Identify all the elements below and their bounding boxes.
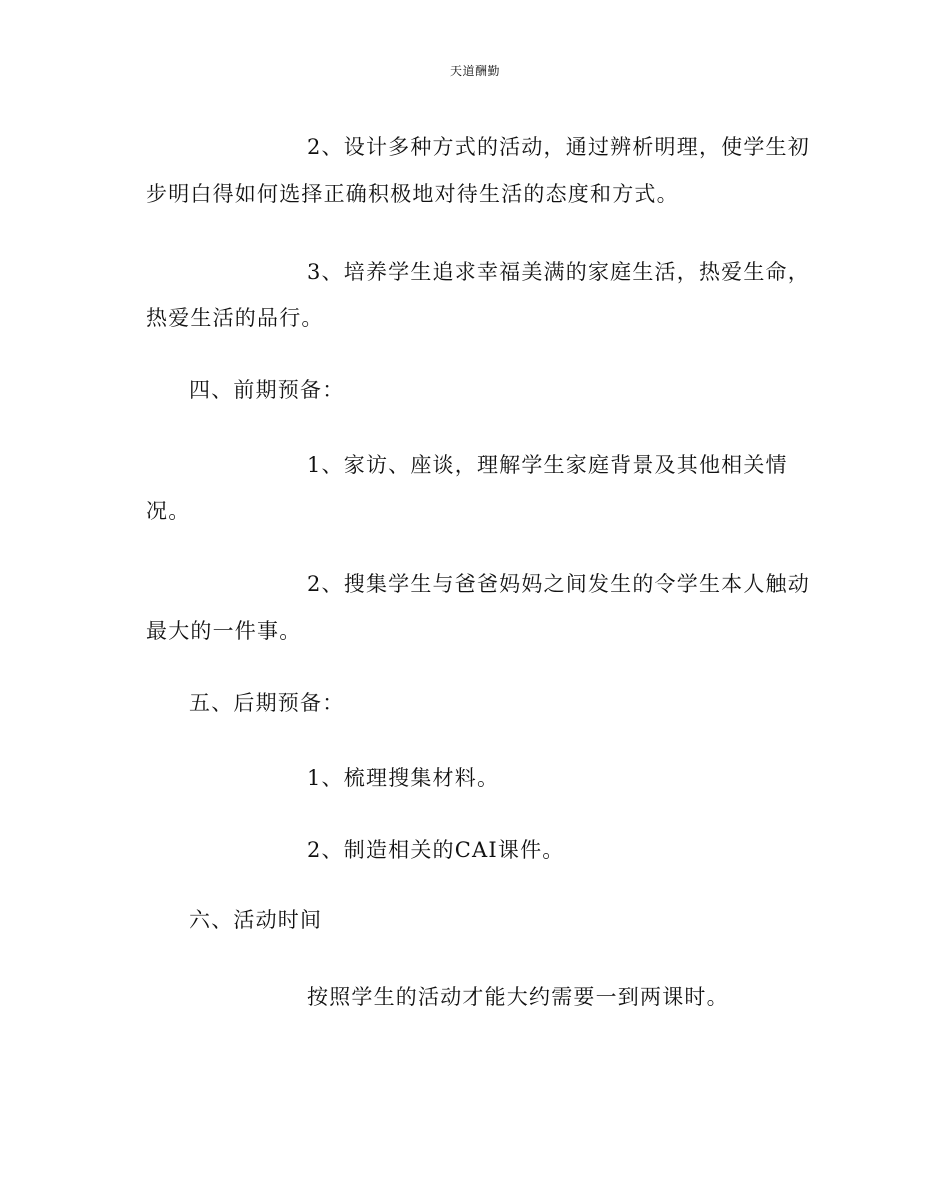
section-heading-preparation: 四、前期预备： xyxy=(189,378,345,402)
paragraph-post-1: 1、梳理搜集材料。 xyxy=(307,766,500,790)
paragraph-prep-2-line-1: 2、搜集学生与爸爸妈妈之间发生的令学生本人触动 xyxy=(307,572,810,596)
paragraph-prep-2-line-2: 最大的一件事。 xyxy=(146,619,302,643)
paragraph-goal-3-line-2: 热爱生活的品行。 xyxy=(146,306,324,330)
paragraph-post-2: 2、制造相关的CAI课件。 xyxy=(307,838,565,862)
section-heading-activity-time: 六、活动时间 xyxy=(189,908,323,932)
paragraph-prep-1-line-2: 况。 xyxy=(146,499,191,523)
paragraph-goal-3-line-1: 3、培养学生追求幸福美满的家庭生活，热爱生命， xyxy=(307,260,810,284)
paragraph-goal-2-line-2: 步明白得如何选择正确积极地对待生活的态度和方式。 xyxy=(146,182,679,206)
page-header: 天道酬勤 xyxy=(449,64,500,78)
paragraph-goal-2-line-1: 2、设计多种方式的活动，通过辨析明理，使学生初 xyxy=(307,135,810,159)
section-heading-post-preparation: 五、后期预备： xyxy=(189,691,345,715)
paragraph-prep-1-line-1: 1、家访、座谈，理解学生家庭背景及其他相关情 xyxy=(307,453,788,477)
paragraph-activity-time: 按照学生的活动才能大约需要一到两课时。 xyxy=(307,985,729,1009)
